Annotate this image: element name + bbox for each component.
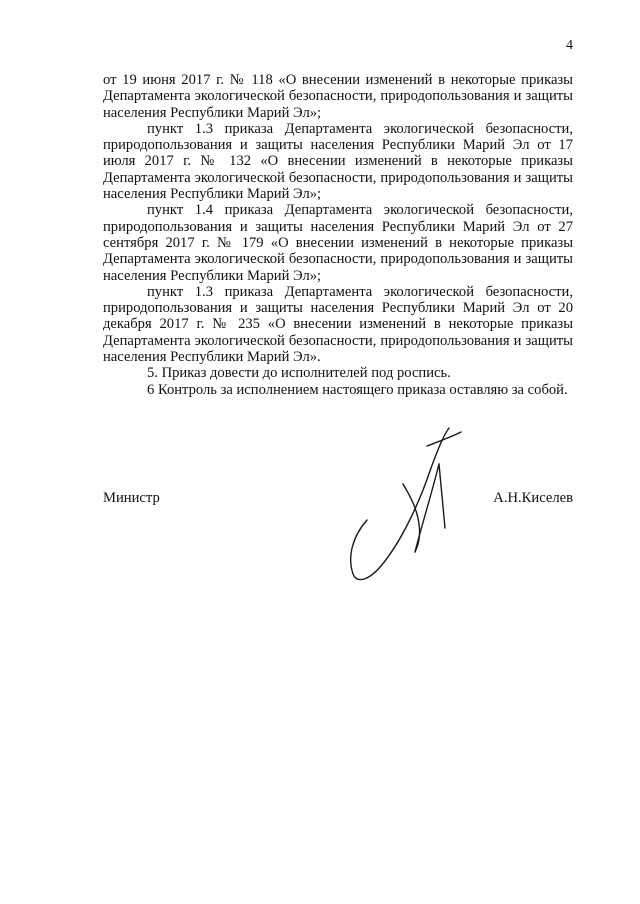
paragraph: пункт 1.3 приказа Департамента экологической безопасности, природопользования и защиты населения Республики Марий Эл от 20 декабря 2017 г. № 235 «О внесении изменений в некоторые приказы Департамента экологической безопасности, природопользования и защиты населения Республики Марий Эл». [103, 283, 573, 366]
signatory-name: А.Н.Киселев [493, 490, 573, 506]
paragraph: пункт 1.4 приказа Департамента экологической безопасности, природопользования и защиты населения Республики Марий Эл от 27 сентября 2017 г. № 179 «О внесении изменений в некоторые приказы Департамента экологической безопасности, природопользования и защиты населения Республики Марий Эл»; [103, 202, 573, 284]
paragraph: от 19 июня 2017 г. № 118 «О внесении изменений в некоторые приказы Департамента экологической безопасности, природопользования и защиты населения Республики Марий Эл»; [103, 72, 573, 121]
page-number: 4 [566, 38, 573, 53]
signature-block [103, 490, 573, 590]
paragraph: 5. Приказ довести до исполнителей под роспись. [147, 365, 451, 382]
document-body [103, 72, 573, 398]
handwritten-signature [339, 424, 469, 594]
paragraph: пункт 1.3 приказа Департамента экологической безопасности, природопользования и защиты населения Республики Марий Эл от 17 июля 2017 г. № 132 «О внесении изменений в некоторые приказы Департамента экологической безопасности, природопользования и защиты населения Республики Марий Эл»; [103, 120, 573, 203]
signatory-position: Министр [103, 490, 160, 506]
paragraph: 6 Контроль за исполнением настоящего приказа оставляю за собой. [147, 381, 568, 398]
